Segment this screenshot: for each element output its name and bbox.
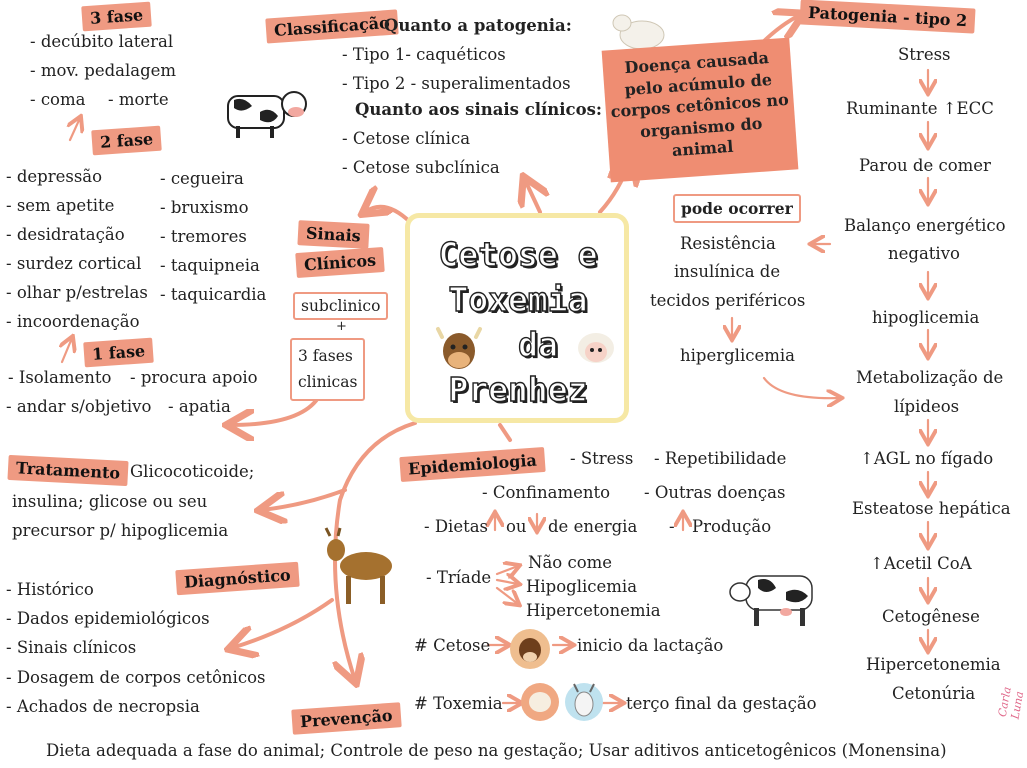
fase1-item: - andar s/objetivo: [6, 397, 152, 416]
patogenia-heading: Quanto a patogenia:: [384, 16, 572, 35]
sinais-tag: Sinais: [297, 220, 369, 249]
holstein-cow-icon: [730, 566, 826, 630]
epi-stress: - Stress: [570, 449, 634, 468]
sinais-heading: Quanto aos sinais clínicos:: [355, 100, 602, 119]
resistencia-line3: tecidos periféricos: [650, 291, 806, 310]
tratamento-line2: insulina; glicose ou seu: [12, 492, 208, 511]
list-item: - Achados de necropsia: [6, 696, 200, 716]
step-agl: ↑AGL no fígado: [860, 449, 994, 468]
epi-confinamento: - Confinamento: [482, 483, 611, 502]
goat-face-icon: [564, 682, 604, 722]
tratamento-line1: Glicocoticoide;: [130, 462, 255, 481]
list-item: - taquipneia: [160, 256, 260, 275]
list-item: - Histórico: [6, 580, 94, 599]
step-hipoglicemia: hipoglicemia: [872, 308, 980, 327]
epi-outras: - Outras doenças: [644, 483, 786, 502]
diagnostico-list: [6, 575, 265, 721]
title-line-4: Prenhez: [448, 370, 588, 409]
list-item: - bruxismo: [160, 198, 249, 217]
classificacao-tag: Classificação: [265, 9, 398, 43]
prevencao-tag: Prevenção: [291, 702, 401, 735]
arrow-to-tratamento: [262, 490, 345, 510]
fase1-item: - apatia: [168, 397, 231, 416]
step-parou: Parou de comer: [859, 156, 991, 175]
cetose-label: # Cetose: [414, 636, 491, 655]
triade-item: Hipercetonemia: [526, 601, 661, 620]
step-lipideos: lípideos: [894, 397, 960, 416]
step-esteatose: Esteatose hepática: [852, 499, 1011, 518]
toxemia-label: # Toxemia: [414, 694, 503, 713]
fase2-left-list: [6, 162, 148, 336]
arrow-to-classificacao: [525, 180, 540, 212]
arrow-fases-down: [230, 398, 318, 425]
fases-line1: 3 fases: [298, 347, 353, 365]
plus-sign: +: [336, 319, 347, 334]
triade-item: Hipoglicemia: [526, 577, 638, 596]
fase3-tag: 3 fase: [81, 2, 152, 32]
step-stress: Stress: [898, 45, 951, 64]
list-item: - Dados epidemiológicos: [6, 609, 210, 629]
diagnostico-tag: Diagnóstico: [175, 562, 299, 595]
cetose-text: inicio da lactação: [577, 636, 724, 655]
tratamento-line3: precursor p/ hipoglicemia: [12, 521, 229, 540]
title-line-3: da: [518, 325, 558, 364]
fase1-item: - Isolamento: [8, 368, 112, 387]
cow-face-icon: [436, 325, 482, 371]
toxemia-text: terço final da gestação: [626, 694, 817, 713]
triade-item: Não come: [528, 553, 613, 572]
resistencia-line2: insulínica de: [674, 262, 781, 281]
list-item: - cegueira: [160, 169, 244, 188]
sheep-face-icon: [572, 328, 620, 368]
epi-producao-a: -: [669, 517, 675, 536]
arrow-to-epidemiologia: [500, 425, 510, 440]
cetose-clinica-text: - Cetose clínica: [342, 129, 471, 148]
step-ruminante: Ruminante ↑ECC: [846, 99, 994, 118]
sheep-face-icon: [520, 682, 560, 722]
list-item: - taquicardia: [160, 285, 267, 304]
epi-dietas-b: ou: [506, 517, 527, 536]
list-item: - incoordenação: [6, 312, 140, 331]
goat-icon: [322, 528, 400, 612]
resistencia-line1: Resistência: [680, 234, 776, 253]
step-hipercetonemia: Hipercetonemia: [866, 655, 1001, 674]
fase3-item: - coma: [30, 90, 86, 109]
tipo2-text: - Tipo 2 - superalimentados: [342, 74, 571, 93]
epi-dietas-c: de energia: [548, 517, 638, 536]
fase1-tag: 1 fase: [83, 338, 154, 368]
list-item: - tremores: [160, 227, 247, 246]
fases-line2: clinicas: [298, 373, 358, 392]
arrow-to-sinais: [365, 207, 410, 222]
fase3-item: - decúbito lateral: [30, 32, 174, 51]
step-cetogenese: Cetogênese: [882, 607, 980, 626]
title-line-1: Cetose e: [438, 235, 598, 274]
epi-triade: - Tríade: [426, 568, 492, 587]
list-item: - desidratação: [6, 225, 125, 244]
epi-producao-b: Produção: [692, 517, 772, 536]
list-item: - depressão: [6, 167, 103, 186]
list-item: - olhar p/estrelas: [6, 283, 148, 302]
list-item: - surdez cortical: [6, 254, 142, 273]
fase1-item: - procura apoio: [130, 368, 258, 387]
epi-repetibilidade: - Repetibilidade: [654, 449, 787, 468]
cow-icon: [220, 82, 308, 140]
list-item: - sem apetite: [6, 196, 115, 215]
fase2-tag: 2 fase: [91, 126, 162, 156]
tratamento-tag: Tratamento: [7, 455, 128, 486]
pode-ocorrer-box: pode ocorrer: [673, 194, 801, 223]
title-line-2: Toxemia: [448, 280, 588, 319]
step-balanco: Balanço energético: [844, 216, 1006, 235]
tipo1-text: - Tipo 1- caquéticos: [342, 45, 506, 64]
fase2-right-list: [160, 164, 266, 309]
list-item: - Dosagem de corpos cetônicos: [6, 667, 266, 687]
fase3-item: - mov. pedalagem: [30, 61, 177, 80]
prevencao-text: Dieta adequada a fase do animal; Controle de peso na gestação; Usar aditivos anticetogênicos (Monensina): [46, 741, 947, 760]
main-title: [418, 232, 618, 412]
step-cetonuria: Cetonúria: [892, 684, 976, 703]
fase3-item: - morte: [108, 90, 169, 109]
patogenia-tag: Patogenia - tipo 2: [799, 0, 975, 34]
subclinico-box: subclinico: [293, 292, 388, 320]
definition-box: Doença causada pelo acúmulo de corpos cetônicos no organismo do animal: [602, 38, 799, 183]
step-negativo: negativo: [888, 244, 960, 263]
hiperglicemia-text: hiperglicemia: [680, 346, 796, 365]
clinicos-tag: Clínicos: [295, 247, 385, 278]
step-acetil: ↑Acetil CoA: [870, 554, 972, 573]
epidemiologia-tag: Epidemiologia: [399, 447, 545, 482]
cetose-subclinica-text: - Cetose subclínica: [342, 158, 500, 177]
signature: Carla Luna: [995, 685, 1027, 721]
list-item: - Sinais clínicos: [6, 638, 137, 658]
fases-box: [290, 338, 365, 401]
step-metabolizacao: Metabolização de: [856, 368, 1004, 387]
epi-dietas-a: - Dietas: [424, 517, 489, 536]
cow-face-icon: [509, 628, 551, 670]
